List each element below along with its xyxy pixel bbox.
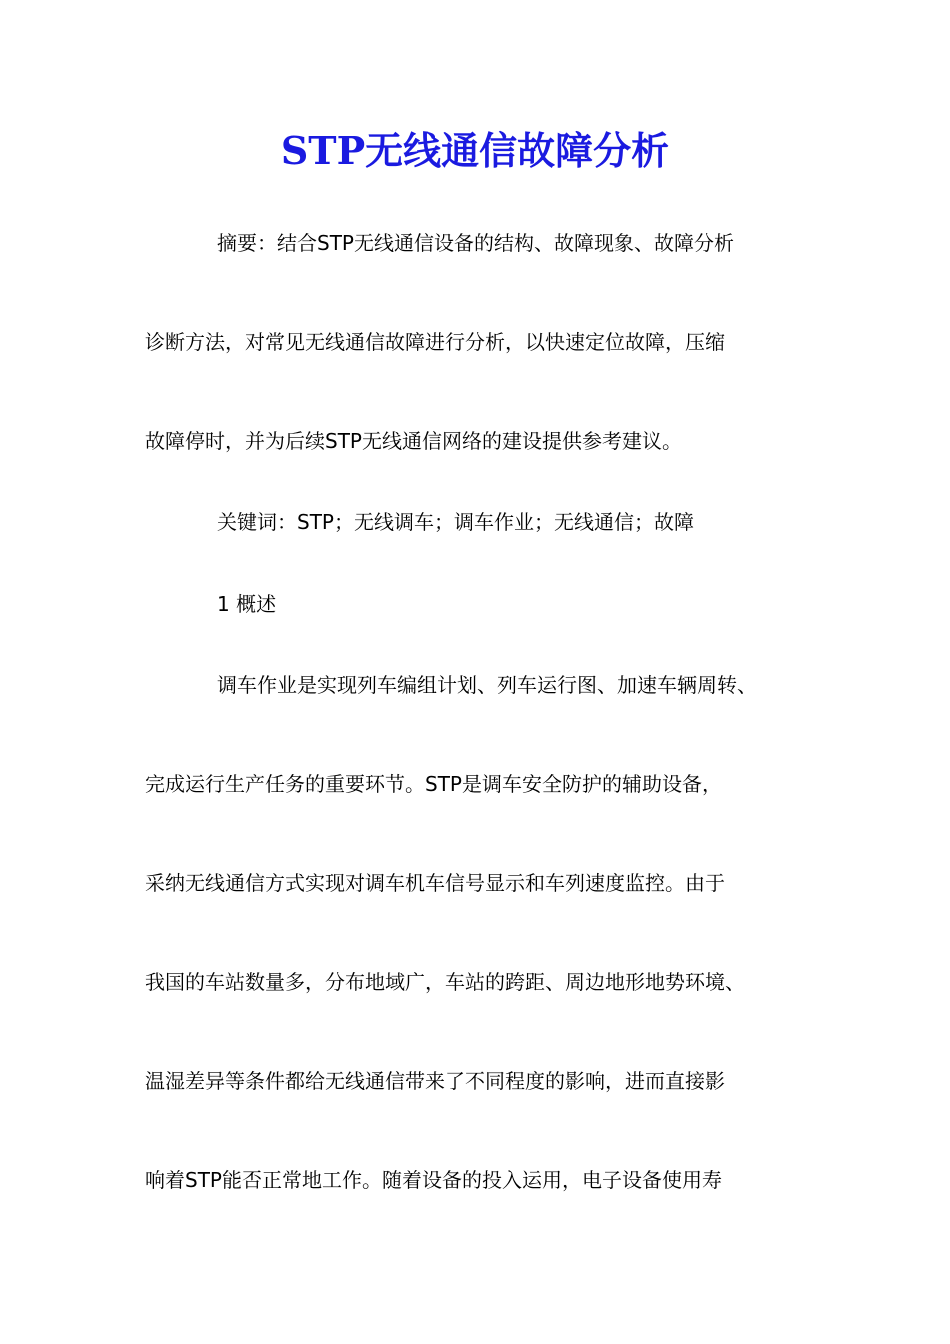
paragraph-line-6: 响着STP能否正常地工作。随着设备的投入运用，电子设备使用寿 — [145, 1168, 722, 1192]
abstract-line-1: 摘要：结合STP无线通信设备的结构、故障现象、故障分析 — [217, 231, 734, 255]
keywords-line: 关键词：STP；无线调车；调车作业；无线通信；故障 — [217, 510, 694, 534]
abstract-line-3: 故障停时，并为后续STP无线通信网络的建设提供参考建议。 — [145, 429, 682, 453]
paragraph-line-5: 温湿差异等条件都给无线通信带来了不同程度的影响，进而直接影 — [145, 1069, 725, 1093]
paragraph-line-4: 我国的车站数量多，分布地域广，车站的跨距、周边地形地势环境、 — [145, 970, 745, 994]
paragraph-line-3: 采纳无线通信方式实现对调车机车信号显示和车列速度监控。由于 — [145, 871, 725, 895]
abstract-line-2: 诊断方法，对常见无线通信故障进行分析，以快速定位故障，压缩 — [145, 330, 725, 354]
paragraph-line-1: 调车作业是实现列车编组计划、列车运行图、加速车辆周转、 — [217, 673, 757, 697]
section-heading: 1 概述 — [217, 592, 277, 616]
document-title: STP无线通信故障分析 — [280, 128, 670, 173]
paragraph-line-2: 完成运行生产任务的重要环节。STP是调车安全防护的辅助设备， — [145, 772, 722, 796]
